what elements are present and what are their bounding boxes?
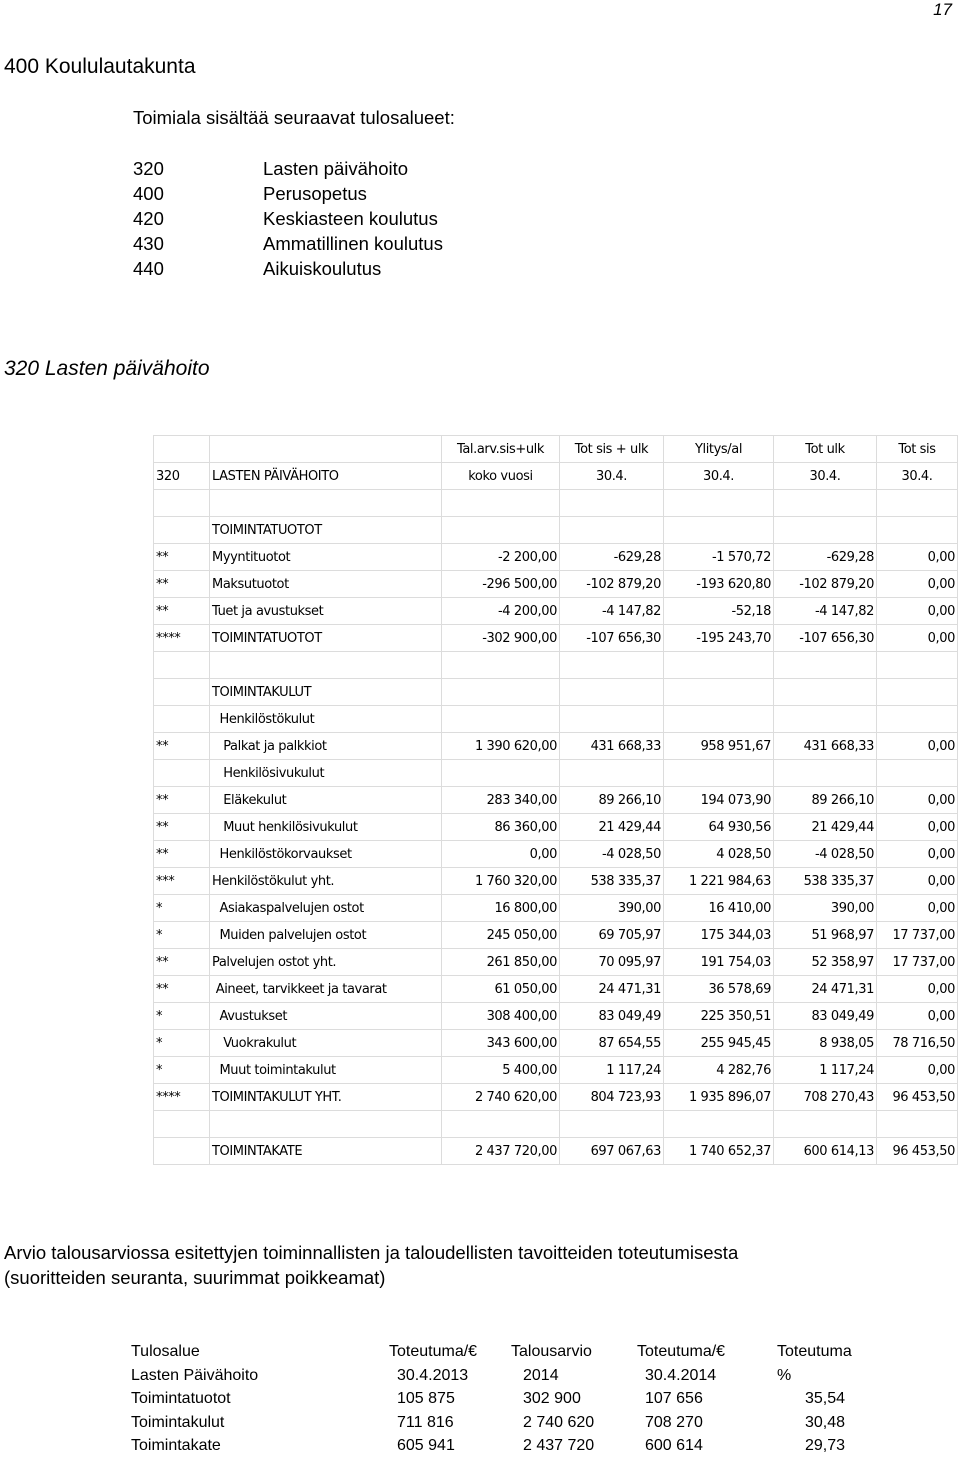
value-cell: 0,00	[877, 841, 958, 868]
table-header-row	[154, 436, 958, 463]
row-label: Avustukset	[210, 1003, 442, 1030]
value-cell	[442, 706, 560, 733]
row-marker	[154, 1138, 210, 1165]
unit-name: Lasten päivähoito	[263, 158, 409, 179]
value-cell	[877, 1111, 958, 1138]
row-label: Muut henkilösivukulut	[210, 814, 442, 841]
row-marker: **	[154, 841, 210, 868]
value-cell	[877, 652, 958, 679]
value-cell: 538 335,37	[774, 868, 877, 895]
value-cell: 17 737,00	[877, 949, 958, 976]
table-row	[154, 490, 958, 517]
row-label: TOIMINTATUOTOT	[210, 517, 442, 544]
assessment-title	[4, 1240, 738, 1290]
table-row	[154, 814, 958, 841]
value-cell: 0,00	[877, 571, 958, 598]
value-cell: 64 930,56	[664, 814, 774, 841]
value-cell: 69 705,97	[560, 922, 664, 949]
value-cell: -629,28	[560, 544, 664, 571]
value-cell: 0,00	[877, 814, 958, 841]
value-cell: -4 147,82	[560, 598, 664, 625]
row-marker: *	[154, 1003, 210, 1030]
value-cell: -102 879,20	[560, 571, 664, 598]
row-label: Tuet ja avustukset	[210, 598, 442, 625]
value-cell: 89 266,10	[774, 787, 877, 814]
value-cell: 697 067,63	[560, 1138, 664, 1165]
value-cell	[442, 490, 560, 517]
row-marker: **	[154, 544, 210, 571]
table-row	[154, 868, 958, 895]
value-cell	[442, 679, 560, 706]
summary-value: %	[777, 1366, 792, 1384]
value-cell: 24 471,31	[774, 976, 877, 1003]
table-row	[154, 1030, 958, 1057]
unit-list	[133, 156, 443, 281]
value-cell: 4 282,76	[664, 1057, 774, 1084]
value-cell: 70 095,97	[560, 949, 664, 976]
value-cell: 1 390 620,00	[442, 733, 560, 760]
row-label: Vuokrakulut	[210, 1030, 442, 1057]
value-cell: 1 740 652,37	[664, 1138, 774, 1165]
column-header: Tot ulk	[774, 436, 877, 463]
row-marker: 320	[154, 463, 210, 490]
value-cell: 8 938,05	[774, 1030, 877, 1057]
summary-value: 105 875	[397, 1390, 455, 1407]
unit-code: 420	[133, 208, 164, 229]
value-cell: -107 656,30	[560, 625, 664, 652]
table-row	[154, 1138, 958, 1165]
row-label	[210, 652, 442, 679]
table-row	[154, 571, 958, 598]
row-marker: *	[154, 1057, 210, 1084]
row-marker: *	[154, 1030, 210, 1057]
row-marker	[154, 490, 210, 517]
value-cell: 225 350,51	[664, 1003, 774, 1030]
table-row	[154, 1111, 958, 1138]
summary-value: 2 740 620	[523, 1413, 595, 1431]
value-cell	[560, 760, 664, 787]
row-marker	[154, 760, 210, 787]
row-marker: ****	[154, 625, 210, 652]
value-cell: 191 754,03	[664, 949, 774, 976]
row-marker	[154, 652, 210, 679]
summary-value: 605 941	[397, 1437, 455, 1454]
value-cell	[664, 706, 774, 733]
summary-value: 30.4.2014	[645, 1366, 717, 1384]
summary-value: 30,48	[805, 1413, 846, 1431]
summary-value: Toteutuma	[777, 1343, 852, 1360]
section-title: 320 Lasten päivähoito	[4, 357, 210, 380]
column-header: 30.4.	[774, 463, 877, 490]
table-row	[154, 544, 958, 571]
summary-value: 708 270	[645, 1413, 703, 1431]
value-cell: -4 028,50	[774, 841, 877, 868]
table-row	[154, 949, 958, 976]
row-marker	[154, 679, 210, 706]
row-label	[210, 490, 442, 517]
value-cell: 2 740 620,00	[442, 1084, 560, 1111]
table-row	[154, 706, 958, 733]
value-cell: -2 200,00	[442, 544, 560, 571]
value-cell	[560, 706, 664, 733]
row-marker: ***	[154, 868, 210, 895]
value-cell: -102 879,20	[774, 571, 877, 598]
unit-row	[133, 256, 443, 281]
value-cell: -52,18	[664, 598, 774, 625]
value-cell: -195 243,70	[664, 625, 774, 652]
value-cell	[877, 679, 958, 706]
value-cell: 600 614,13	[774, 1138, 877, 1165]
row-label: Muiden palvelujen ostot	[210, 922, 442, 949]
value-cell	[774, 760, 877, 787]
value-cell: 0,00	[877, 1003, 958, 1030]
table-row	[154, 1003, 958, 1030]
summary-value: 30.4.2013	[397, 1366, 469, 1384]
value-cell: 0,00	[877, 976, 958, 1003]
value-cell: 708 270,43	[774, 1084, 877, 1111]
unit-name: Keskiasteen koulutus	[263, 208, 438, 229]
row-label: Palkat ja palkkiot	[210, 733, 442, 760]
row-marker: **	[154, 598, 210, 625]
value-cell	[774, 1111, 877, 1138]
row-label: Henkilöstökulut yht.	[210, 868, 442, 895]
row-marker	[154, 436, 210, 463]
summary-value: 2014	[523, 1366, 559, 1384]
value-cell	[560, 517, 664, 544]
value-cell: 83 049,49	[560, 1003, 664, 1030]
unit-row	[133, 156, 443, 181]
value-cell: 96 453,50	[877, 1138, 958, 1165]
value-cell: 431 668,33	[560, 733, 664, 760]
summary-label: Lasten Päivähoito	[131, 1366, 259, 1384]
table-row	[154, 598, 958, 625]
column-header: 30.4.	[664, 463, 774, 490]
value-cell: 89 266,10	[560, 787, 664, 814]
table-row	[154, 895, 958, 922]
table-header-row	[154, 463, 958, 490]
value-cell: 0,00	[877, 787, 958, 814]
value-cell: 52 358,97	[774, 949, 877, 976]
value-cell: 0,00	[442, 841, 560, 868]
value-cell: 1 221 984,63	[664, 868, 774, 895]
row-label: Muut toimintakulut	[210, 1057, 442, 1084]
value-cell: 194 073,90	[664, 787, 774, 814]
value-cell: 16 800,00	[442, 895, 560, 922]
value-cell: 0,00	[877, 625, 958, 652]
value-cell: 0,00	[877, 895, 958, 922]
value-cell	[560, 652, 664, 679]
row-marker	[154, 706, 210, 733]
value-cell: 21 429,44	[560, 814, 664, 841]
column-header: Tot sis	[877, 436, 958, 463]
value-cell: 804 723,93	[560, 1084, 664, 1111]
intro-text: Toimiala sisältää seuraavat tulosalueet:	[133, 107, 455, 128]
column-header: koko vuosi	[442, 463, 560, 490]
value-cell	[774, 517, 877, 544]
unit-code: 430	[133, 233, 164, 254]
table-row	[154, 922, 958, 949]
row-label	[210, 436, 442, 463]
table-row	[154, 976, 958, 1003]
unit-name: Perusopetus	[263, 183, 367, 204]
row-marker: *	[154, 895, 210, 922]
value-cell	[664, 490, 774, 517]
value-cell	[664, 1111, 774, 1138]
row-label: Asiakaspalvelujen ostot	[210, 895, 442, 922]
table-row	[154, 787, 958, 814]
value-cell: 0,00	[877, 598, 958, 625]
assessment-title-line: Arvio talousarviossa esitettyjen toiminnallisten ja taloudellisten tavoitteiden toteutumisesta	[4, 1242, 739, 1263]
table-row	[154, 652, 958, 679]
page-number: 17	[933, 0, 952, 19]
value-cell: 1 117,24	[774, 1057, 877, 1084]
value-cell	[664, 652, 774, 679]
row-marker: **	[154, 949, 210, 976]
value-cell: 21 429,44	[774, 814, 877, 841]
unit-name: Ammatillinen koulutus	[263, 233, 443, 254]
table-row	[154, 1057, 958, 1084]
summary-value: 107 656	[645, 1390, 703, 1407]
row-marker: ****	[154, 1084, 210, 1111]
value-cell	[664, 517, 774, 544]
unit-code: 400	[133, 183, 164, 204]
row-marker: **	[154, 976, 210, 1003]
value-cell: 1 117,24	[560, 1057, 664, 1084]
value-cell: -4 028,50	[560, 841, 664, 868]
value-cell	[442, 760, 560, 787]
value-cell: 390,00	[560, 895, 664, 922]
value-cell: -629,28	[774, 544, 877, 571]
value-cell	[774, 490, 877, 517]
row-marker	[154, 517, 210, 544]
summary-label: Toimintakulut	[131, 1413, 225, 1431]
value-cell	[877, 517, 958, 544]
summary-value: 35,54	[805, 1390, 846, 1407]
value-cell: 17 737,00	[877, 922, 958, 949]
value-cell: -4 147,82	[774, 598, 877, 625]
value-cell: 1 935 896,07	[664, 1084, 774, 1111]
value-cell	[560, 490, 664, 517]
row-label: Palvelujen ostot yht.	[210, 949, 442, 976]
column-header: Tot sis + ulk	[560, 436, 664, 463]
row-label	[210, 1111, 442, 1138]
value-cell: 343 600,00	[442, 1030, 560, 1057]
unit-row	[133, 181, 443, 206]
value-cell	[877, 760, 958, 787]
unit-row	[133, 231, 443, 256]
value-cell: 175 344,03	[664, 922, 774, 949]
summary-value: 29,73	[805, 1437, 846, 1454]
value-cell: 0,00	[877, 733, 958, 760]
row-marker	[154, 1111, 210, 1138]
value-cell	[442, 1111, 560, 1138]
value-cell: -1 570,72	[664, 544, 774, 571]
row-label: Henkilösivukulut	[210, 760, 442, 787]
summary-label: Toimintatuotot	[131, 1390, 231, 1407]
row-label: Myyntituotot	[210, 544, 442, 571]
value-cell: -4 200,00	[442, 598, 560, 625]
table-row	[154, 1084, 958, 1111]
value-cell: -193 620,80	[664, 571, 774, 598]
value-cell	[664, 679, 774, 706]
value-cell	[774, 652, 877, 679]
value-cell: 24 471,31	[560, 976, 664, 1003]
value-cell: 0,00	[877, 1057, 958, 1084]
value-cell: 261 850,00	[442, 949, 560, 976]
unit-row	[133, 206, 443, 231]
unit-code: 440	[133, 258, 164, 279]
value-cell: 86 360,00	[442, 814, 560, 841]
summary-value: Toteutuma/€	[637, 1343, 726, 1360]
value-cell: 51 968,97	[774, 922, 877, 949]
value-cell: 96 453,50	[877, 1084, 958, 1111]
column-header: Tal.arv.sis+ulk	[442, 436, 560, 463]
column-header: 30.4.	[560, 463, 664, 490]
table-row	[154, 760, 958, 787]
table-row	[154, 733, 958, 760]
value-cell	[774, 706, 877, 733]
unit-code: 320	[133, 158, 164, 179]
row-marker: **	[154, 571, 210, 598]
value-cell: -107 656,30	[774, 625, 877, 652]
row-label: TOIMINTAKATE	[210, 1138, 442, 1165]
assessment-title-line: (suoritteiden seuranta, suurimmat poikkeamat)	[4, 1267, 386, 1288]
value-cell: 4 028,50	[664, 841, 774, 868]
value-cell	[442, 652, 560, 679]
table-row	[154, 841, 958, 868]
value-cell	[560, 1111, 664, 1138]
summary-label: Toimintakate	[131, 1437, 221, 1454]
budget-table	[153, 435, 958, 1165]
row-label: Henkilöstökulut	[210, 706, 442, 733]
value-cell	[877, 706, 958, 733]
column-header: Ylitys/al	[664, 436, 774, 463]
value-cell: 283 340,00	[442, 787, 560, 814]
value-cell: 958 951,67	[664, 733, 774, 760]
row-label: Maksutuotot	[210, 571, 442, 598]
value-cell: 538 335,37	[560, 868, 664, 895]
row-label: Aineet, tarvikkeet ja tavarat	[210, 976, 442, 1003]
value-cell: 78 716,50	[877, 1030, 958, 1057]
page-title: 400 Koululautakunta	[4, 55, 196, 78]
value-cell: -296 500,00	[442, 571, 560, 598]
row-label: Eläkekulut	[210, 787, 442, 814]
value-cell: 61 050,00	[442, 976, 560, 1003]
value-cell: 0,00	[877, 868, 958, 895]
value-cell: 2 437 720,00	[442, 1138, 560, 1165]
value-cell	[664, 760, 774, 787]
value-cell: 390,00	[774, 895, 877, 922]
value-cell: 1 760 320,00	[442, 868, 560, 895]
value-cell: 5 400,00	[442, 1057, 560, 1084]
column-header: 30.4.	[877, 463, 958, 490]
value-cell: 16 410,00	[664, 895, 774, 922]
summary-value: 2 437 720	[523, 1437, 595, 1454]
value-cell: 36 578,69	[664, 976, 774, 1003]
value-cell: 83 049,49	[774, 1003, 877, 1030]
value-cell: 0,00	[877, 544, 958, 571]
value-cell	[774, 679, 877, 706]
table-row	[154, 679, 958, 706]
value-cell: 308 400,00	[442, 1003, 560, 1030]
value-cell: 245 050,00	[442, 922, 560, 949]
row-marker: **	[154, 787, 210, 814]
row-label: TOIMINTATUOTOT	[210, 625, 442, 652]
table-row	[154, 625, 958, 652]
summary-value: 302 900	[523, 1390, 581, 1407]
row-label: TOIMINTAKULUT	[210, 679, 442, 706]
unit-name: Aikuiskoulutus	[263, 258, 382, 279]
row-marker: **	[154, 814, 210, 841]
row-label: LASTEN PÄIVÄHOITO	[210, 463, 442, 490]
row-label: Henkilöstökorvaukset	[210, 841, 442, 868]
value-cell: 255 945,45	[664, 1030, 774, 1057]
row-marker: **	[154, 733, 210, 760]
summary-label: Tulosalue	[131, 1343, 200, 1360]
value-cell	[442, 517, 560, 544]
value-cell: 431 668,33	[774, 733, 877, 760]
value-cell	[560, 679, 664, 706]
summary-value: 711 816	[397, 1413, 454, 1431]
value-cell	[877, 490, 958, 517]
value-cell: 87 654,55	[560, 1030, 664, 1057]
value-cell: -302 900,00	[442, 625, 560, 652]
row-marker: *	[154, 922, 210, 949]
row-label: TOIMINTAKULUT YHT.	[210, 1084, 442, 1111]
summary-value: 600 614	[645, 1437, 703, 1454]
summary-value: Toteutuma/€	[389, 1343, 478, 1360]
table-row	[154, 517, 958, 544]
summary-value: Talousarvio	[511, 1343, 592, 1360]
